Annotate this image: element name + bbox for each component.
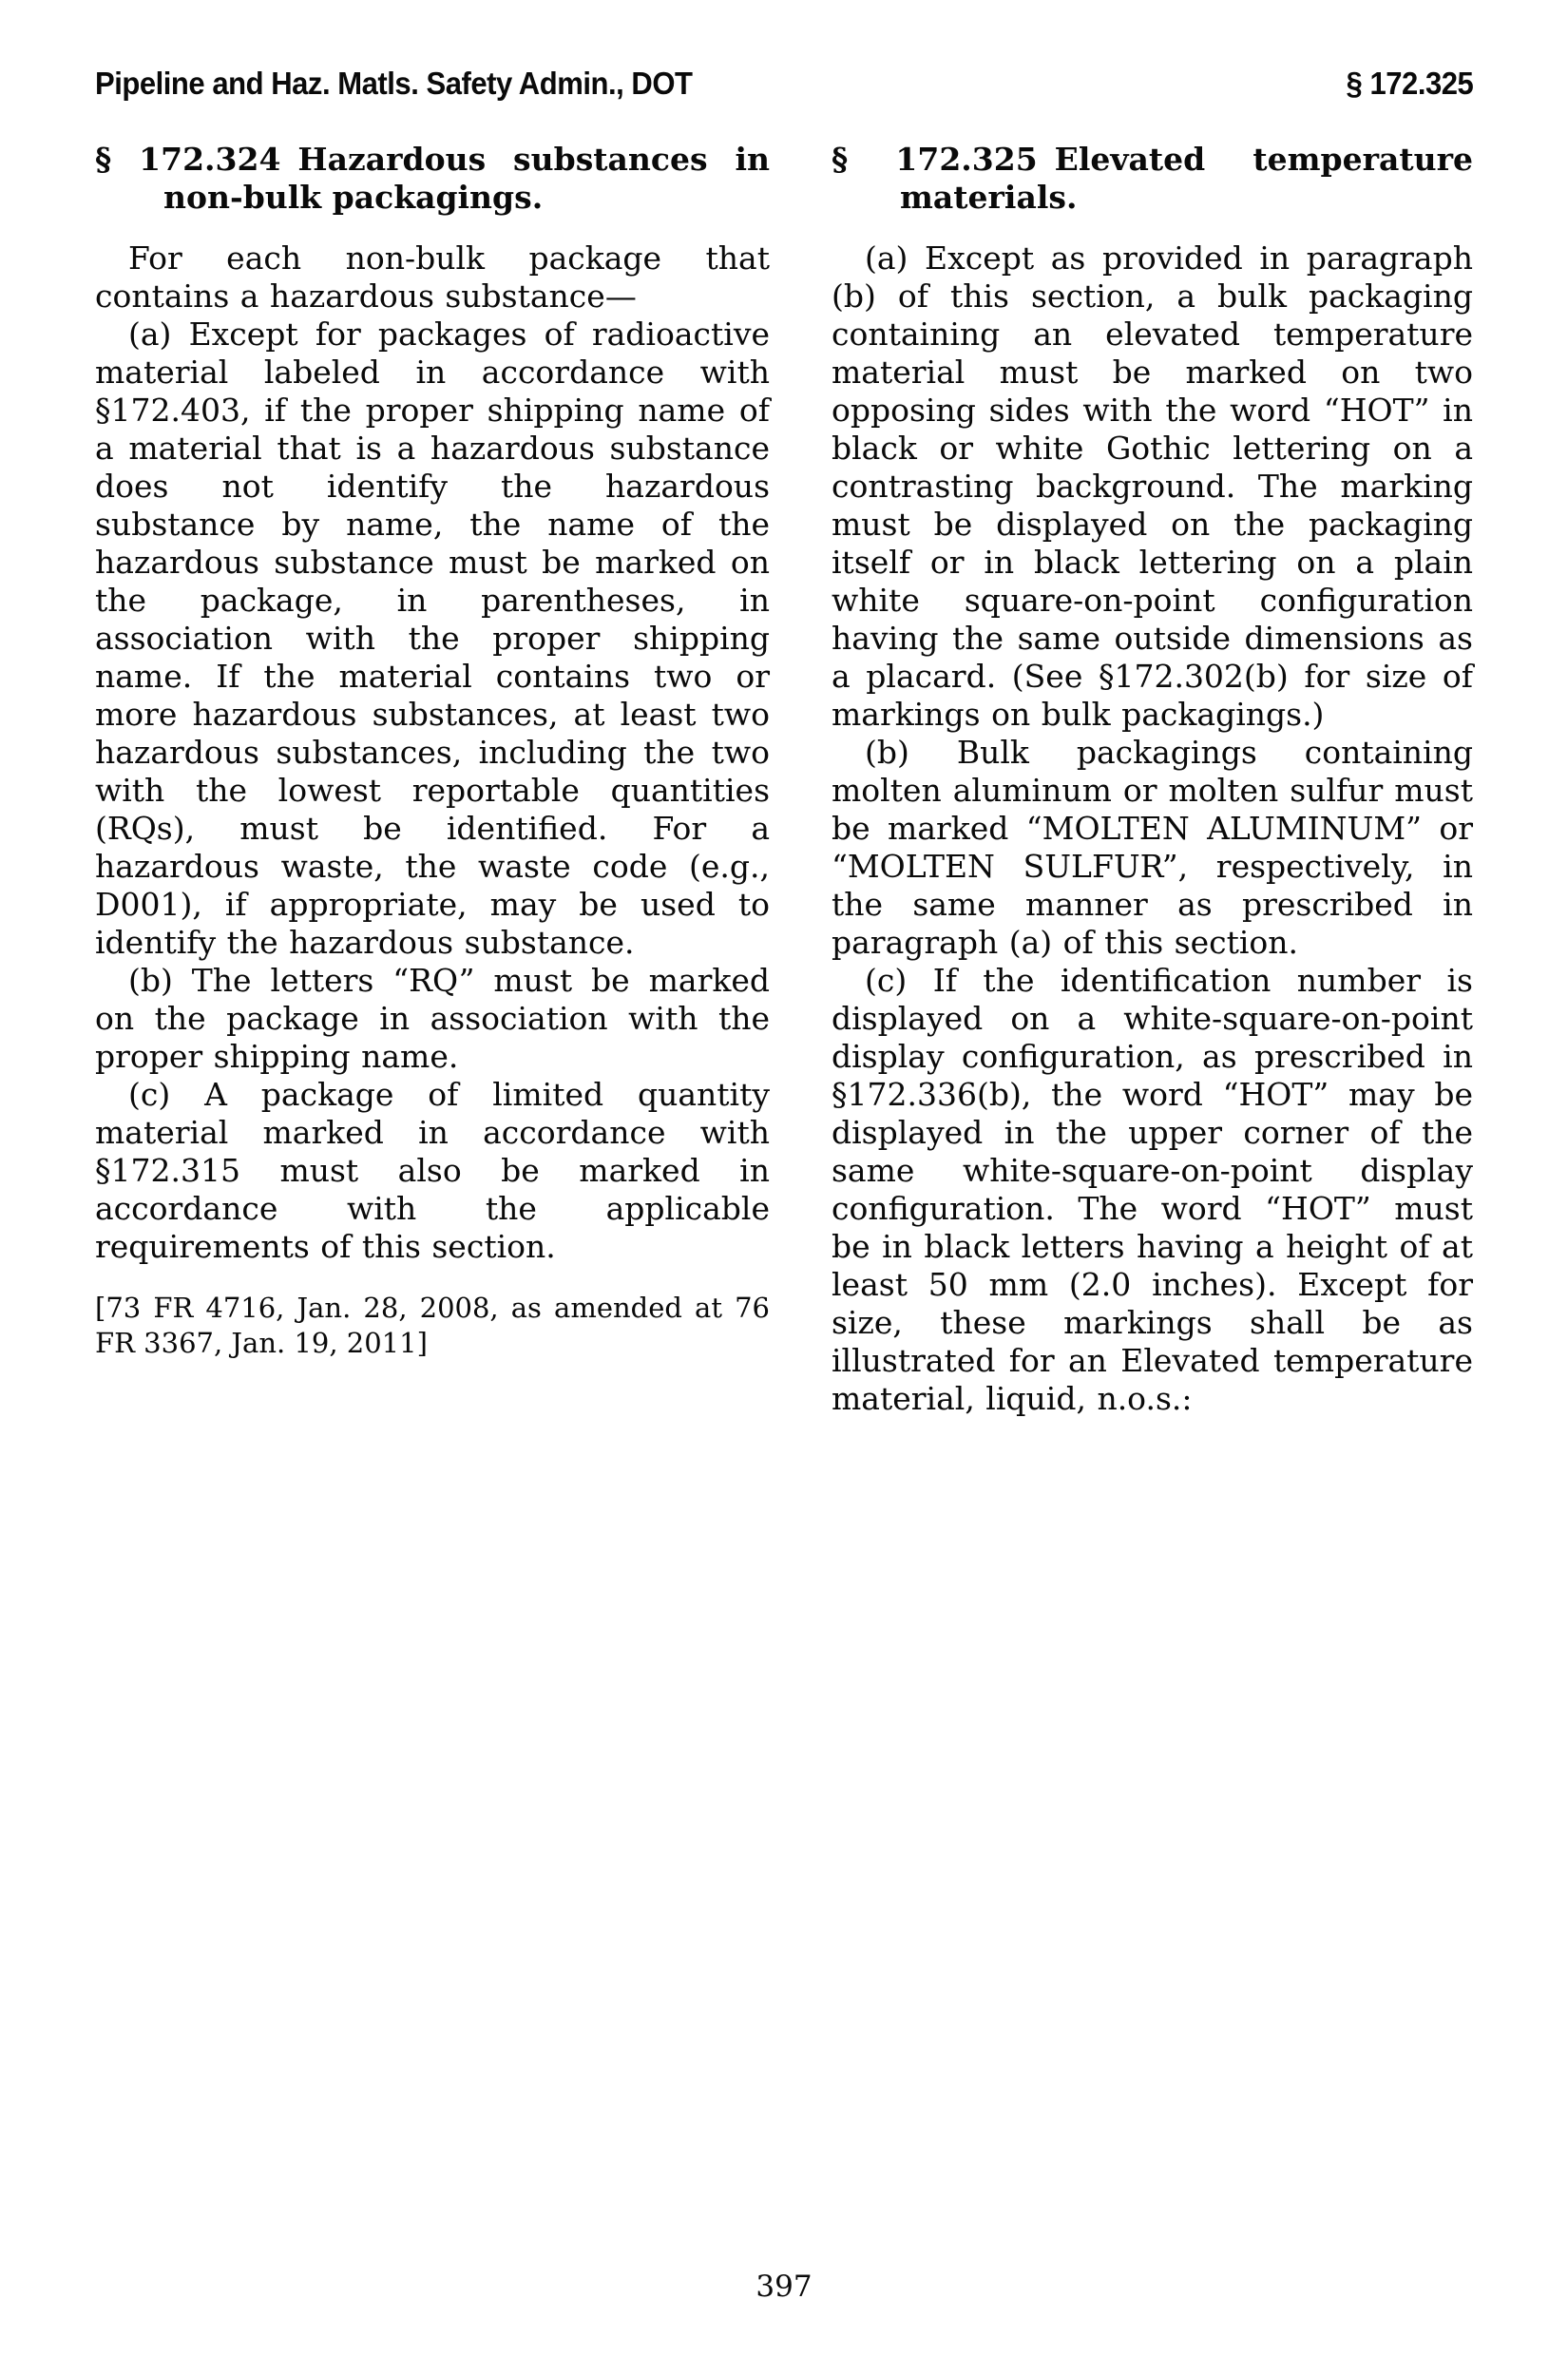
running-header-agency: Pipeline and Haz. Matls. Safety Admin., DOT — [95, 66, 693, 101]
intro-paragraph: For each non-bulk package that contains a hazardous substance— — [95, 240, 770, 315]
section-title: Elevated temperature materials. — [900, 141, 1473, 216]
two-column-body — [95, 141, 1473, 1418]
running-header — [95, 65, 1473, 103]
paragraph-b: (b) Bulk packagings containing molten aluminum or molten sulfur must be marked “MOLTEN ALUMINUM” or “MOLTEN SULFUR”, respectively, in the same manner as prescribed in paragraph (a) of this section. — [832, 734, 1473, 961]
section-heading-172-325 — [832, 141, 1473, 217]
section-number: § 172.325 — [832, 141, 1038, 178]
paragraph-a: (a) Except as provided in paragraph (b) of this section, a bulk packaging containing an elevated temperature material must be marked on two opposing sides with the word “HOT” in black or white Gothic lettering on a contrasting background. The marking must be displayed on the packaging itself or in black lettering on a plain white square-on-point configuration having the same outside dimensions as a placard. (See §172.302(b) for size of markings on bulk packagings.) — [832, 240, 1473, 733]
right-column — [832, 141, 1473, 1418]
section-title: Hazardous substances in non-bulk packagings. — [163, 141, 770, 216]
left-column — [95, 141, 770, 1418]
paragraph-c: (c) If the identification number is displayed on a white-square-on-point display configuration, as prescribed in §172.336(b), the word “HOT” may be displayed in the upper corner of the same white-square-on-point display configuration. The word “HOT” must be in black letters having a height of at least 50 mm (2.0 inches). Except for size, these markings shall be as illustrated for an Elevated temperature material, liquid, n.o.s.: — [832, 962, 1473, 1417]
source-citation: [73 FR 4716, Jan. 28, 2008, as amended at 76 FR 3367, Jan. 19, 2011] — [95, 1292, 770, 1359]
running-header-section-ref: § 172.325 — [1346, 66, 1473, 101]
section-heading-172-324 — [95, 141, 770, 217]
page-number: 397 — [755, 2270, 813, 2304]
paragraph-a: (a) Except for packages of radioactive material labeled in accordance with §172.403, if the proper shipping name of a material that is a hazardous substance does not identify the hazardous substance by name, the name of the hazardous substance must be marked on the package, in parentheses, in association with the proper shipping name. If the material contains two or more hazardous substances, at least two hazardous substances, including the two with the lowest reportable quantities (RQs), must be identified. For a hazardous waste, the waste code (e.g., D001), if appropriate, may be used to identify the hazardous substance. — [95, 316, 770, 961]
paragraph-c: (c) A package of limited quantity material marked in accordance with §172.315 must also be marked in accordance with the applicable requirements of this section. — [95, 1076, 770, 1265]
section-number: § 172.324 — [95, 141, 281, 178]
paragraph-b: (b) The letters “RQ” must be marked on the package in association with the proper shipping name. — [95, 962, 770, 1075]
